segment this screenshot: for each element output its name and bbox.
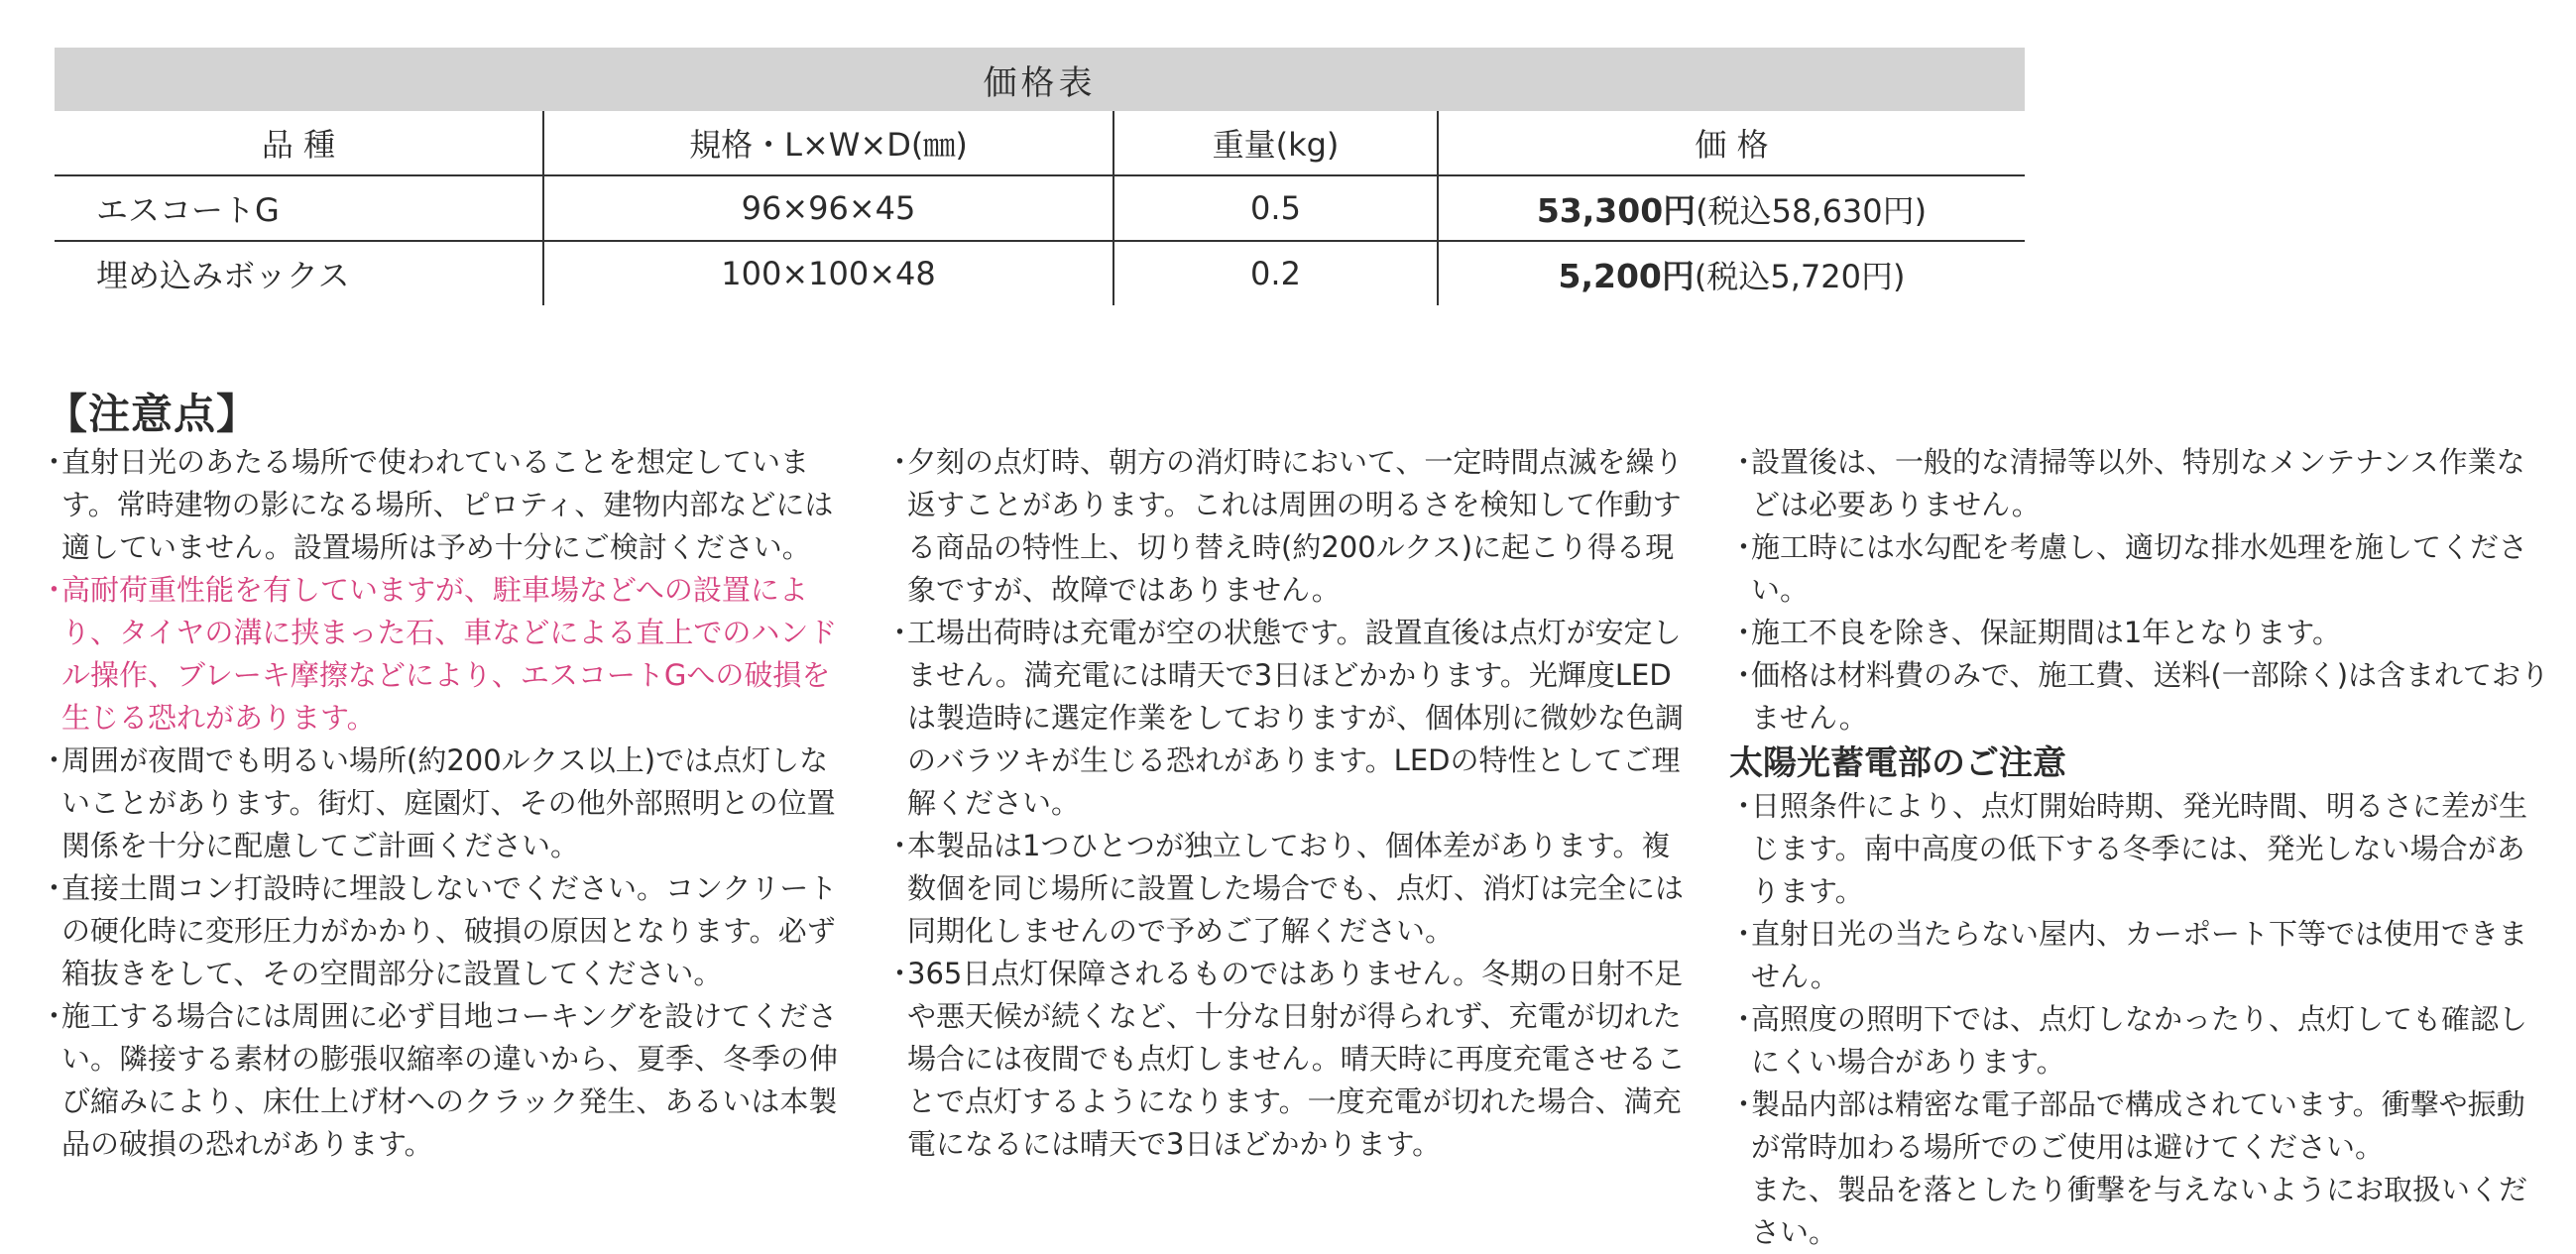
price-tax-included: (税込5,720円) (1694, 257, 1906, 295)
header-product: 品 種 (55, 111, 543, 175)
price-table-caption: 価格表 (55, 48, 2025, 111)
note-continuation: また、製品を落としたり衝撃を与えないようにお取扱いください。 (1751, 1173, 2528, 1249)
note-item: ・ 周囲が夜間でも明るい場所(約200ルクス以上)では点灯しないことがあります。街灯、庭園灯、その他外部照明との位置関係を十分に配慮してご計画ください。 (40, 743, 836, 862)
note-item: ・ 高照度の照明下では、点灯しなかったり、点灯しても確認しにくい場合があります。 (1729, 1002, 2528, 1079)
price-tax-included: (税込58,630円) (1696, 191, 1928, 230)
product-weight: 0.2 (1113, 241, 1438, 305)
header-weight: 重量(kg) (1113, 111, 1438, 175)
product-name: 埋め込みボックス (55, 241, 543, 305)
note-item: ・ 直射日光のあたる場所で使われていることを想定しています。常時建物の影になる場所、ピロティ、建物内部などには適していません。設置場所は予め十分にご検討ください。 (40, 445, 834, 564)
note-item: ・ 直接土間コン打設時に埋設しないでください。コンクリートの硬化時に変形圧力がかかり、破損の原因となります。必ず箱抜きをして、その空間部分に設置してください。 (40, 871, 838, 990)
note-item: ・ 製品内部は精密な電子部品で構成されています。衝撃や振動が常時加わる場所でのご使用は避けてください。 (1729, 1087, 2525, 1164)
product-spec: 96×96×45 (543, 175, 1113, 241)
product-name: エスコートG (55, 175, 543, 241)
notes-column-2 (885, 441, 1698, 1166)
note-item: ・ 直射日光の当たらない屋内、カーポート下等では使用できません。 (1729, 917, 2528, 993)
note-item: ・ 価格は材料費のみで、施工費、送料(一部除く)は含まれておりません。 (1729, 658, 2550, 735)
header-price: 価 格 (1438, 111, 2025, 175)
notes-column-3 (1729, 441, 2552, 1254)
note-item: ・ 設置後は、一般的な清掃等以外、特別なメンテナンス作業などは必要ありません。 (1729, 445, 2525, 521)
table-row (55, 175, 2025, 241)
note-item: ・ 施工する場合には周囲に必ず目地コーキングを設けてください。隣接する素材の膨張収縮率の違いから、夏季、冬季の伸び縮みにより、床仕上げ材へのクラック発生、あるいは本製品の破損の恐れがあります。 (40, 999, 839, 1161)
notes-title: 【注意点】 (46, 390, 260, 438)
table-row (55, 241, 2025, 305)
product-spec: 100×100×48 (543, 241, 1113, 305)
note-item: ・ 日照条件により、点灯開始時期、発光時間、明るさに差が生じます。南中高度の低下する冬季には、発光しない場合があります。 (1729, 789, 2528, 908)
price-table (55, 48, 2025, 305)
notes-column-1 (40, 441, 853, 1166)
note-item-warning: ・ 高耐荷重性能を有していますが、駐車場などへの設置により、タイヤの溝に挟まった石、車などによる直上でのハンドル操作、ブレーキ摩擦などにより、エスコートGへの破損を生じる恐れがあります。 (40, 573, 838, 735)
note-item: ・ 本製品は1つひとつが独立しており、個体差があります。複数個を同じ場所に設置した場合でも、点灯、消灯は完全には同期化しませんので予めご了解ください。 (885, 829, 1685, 948)
note-item: ・ 施工不良を除き、保証期間は1年となります。 (1729, 616, 2341, 649)
price-value: 5,200円 (1558, 256, 1695, 295)
price-value: 53,300円 (1536, 190, 1697, 230)
note-item: ・ 工場出荷時は充電が空の状態です。設置直後は点灯が安定しません。満充電には晴天で3日ほどかかります。光輝度LEDは製造時に選定作業をしておりますが、個体別に微妙な色調のバラツキが生じる恐れがあります。LEDの特性としてご理解ください。 (885, 616, 1685, 820)
product-weight: 0.5 (1113, 175, 1438, 241)
note-item: ・ 夕刻の点灯時、朝方の消灯時において、一定時間点滅を繰り返すことがあります。これは周囲の明るさを検知して作動する商品の特性上、切り替え時(約200ルクス)に起こり得る現象ですが、故障ではありません。 (885, 445, 1684, 607)
note-item: ・ 施工時には水勾配を考慮し、適切な排水処理を施してください。 (1729, 530, 2528, 607)
product-price (1438, 241, 2025, 305)
solar-notes-title: 太陽光蓄電部のご注意 (1729, 743, 2066, 783)
header-spec: 規格・L×W×D(㎜) (543, 111, 1113, 175)
product-price (1438, 175, 2025, 241)
note-item: ・ 365日点灯保障されるものではありません。冬期の日射不足や悪天候が続くなど、十分な日射が得られず、充電が切れた場合には夜間でも点灯しません。晴天時に再度充電させることで点灯するようになります。一度充電が切れた場合、満充電になるには晴天で3日ほどかかります。 (885, 957, 1686, 1161)
